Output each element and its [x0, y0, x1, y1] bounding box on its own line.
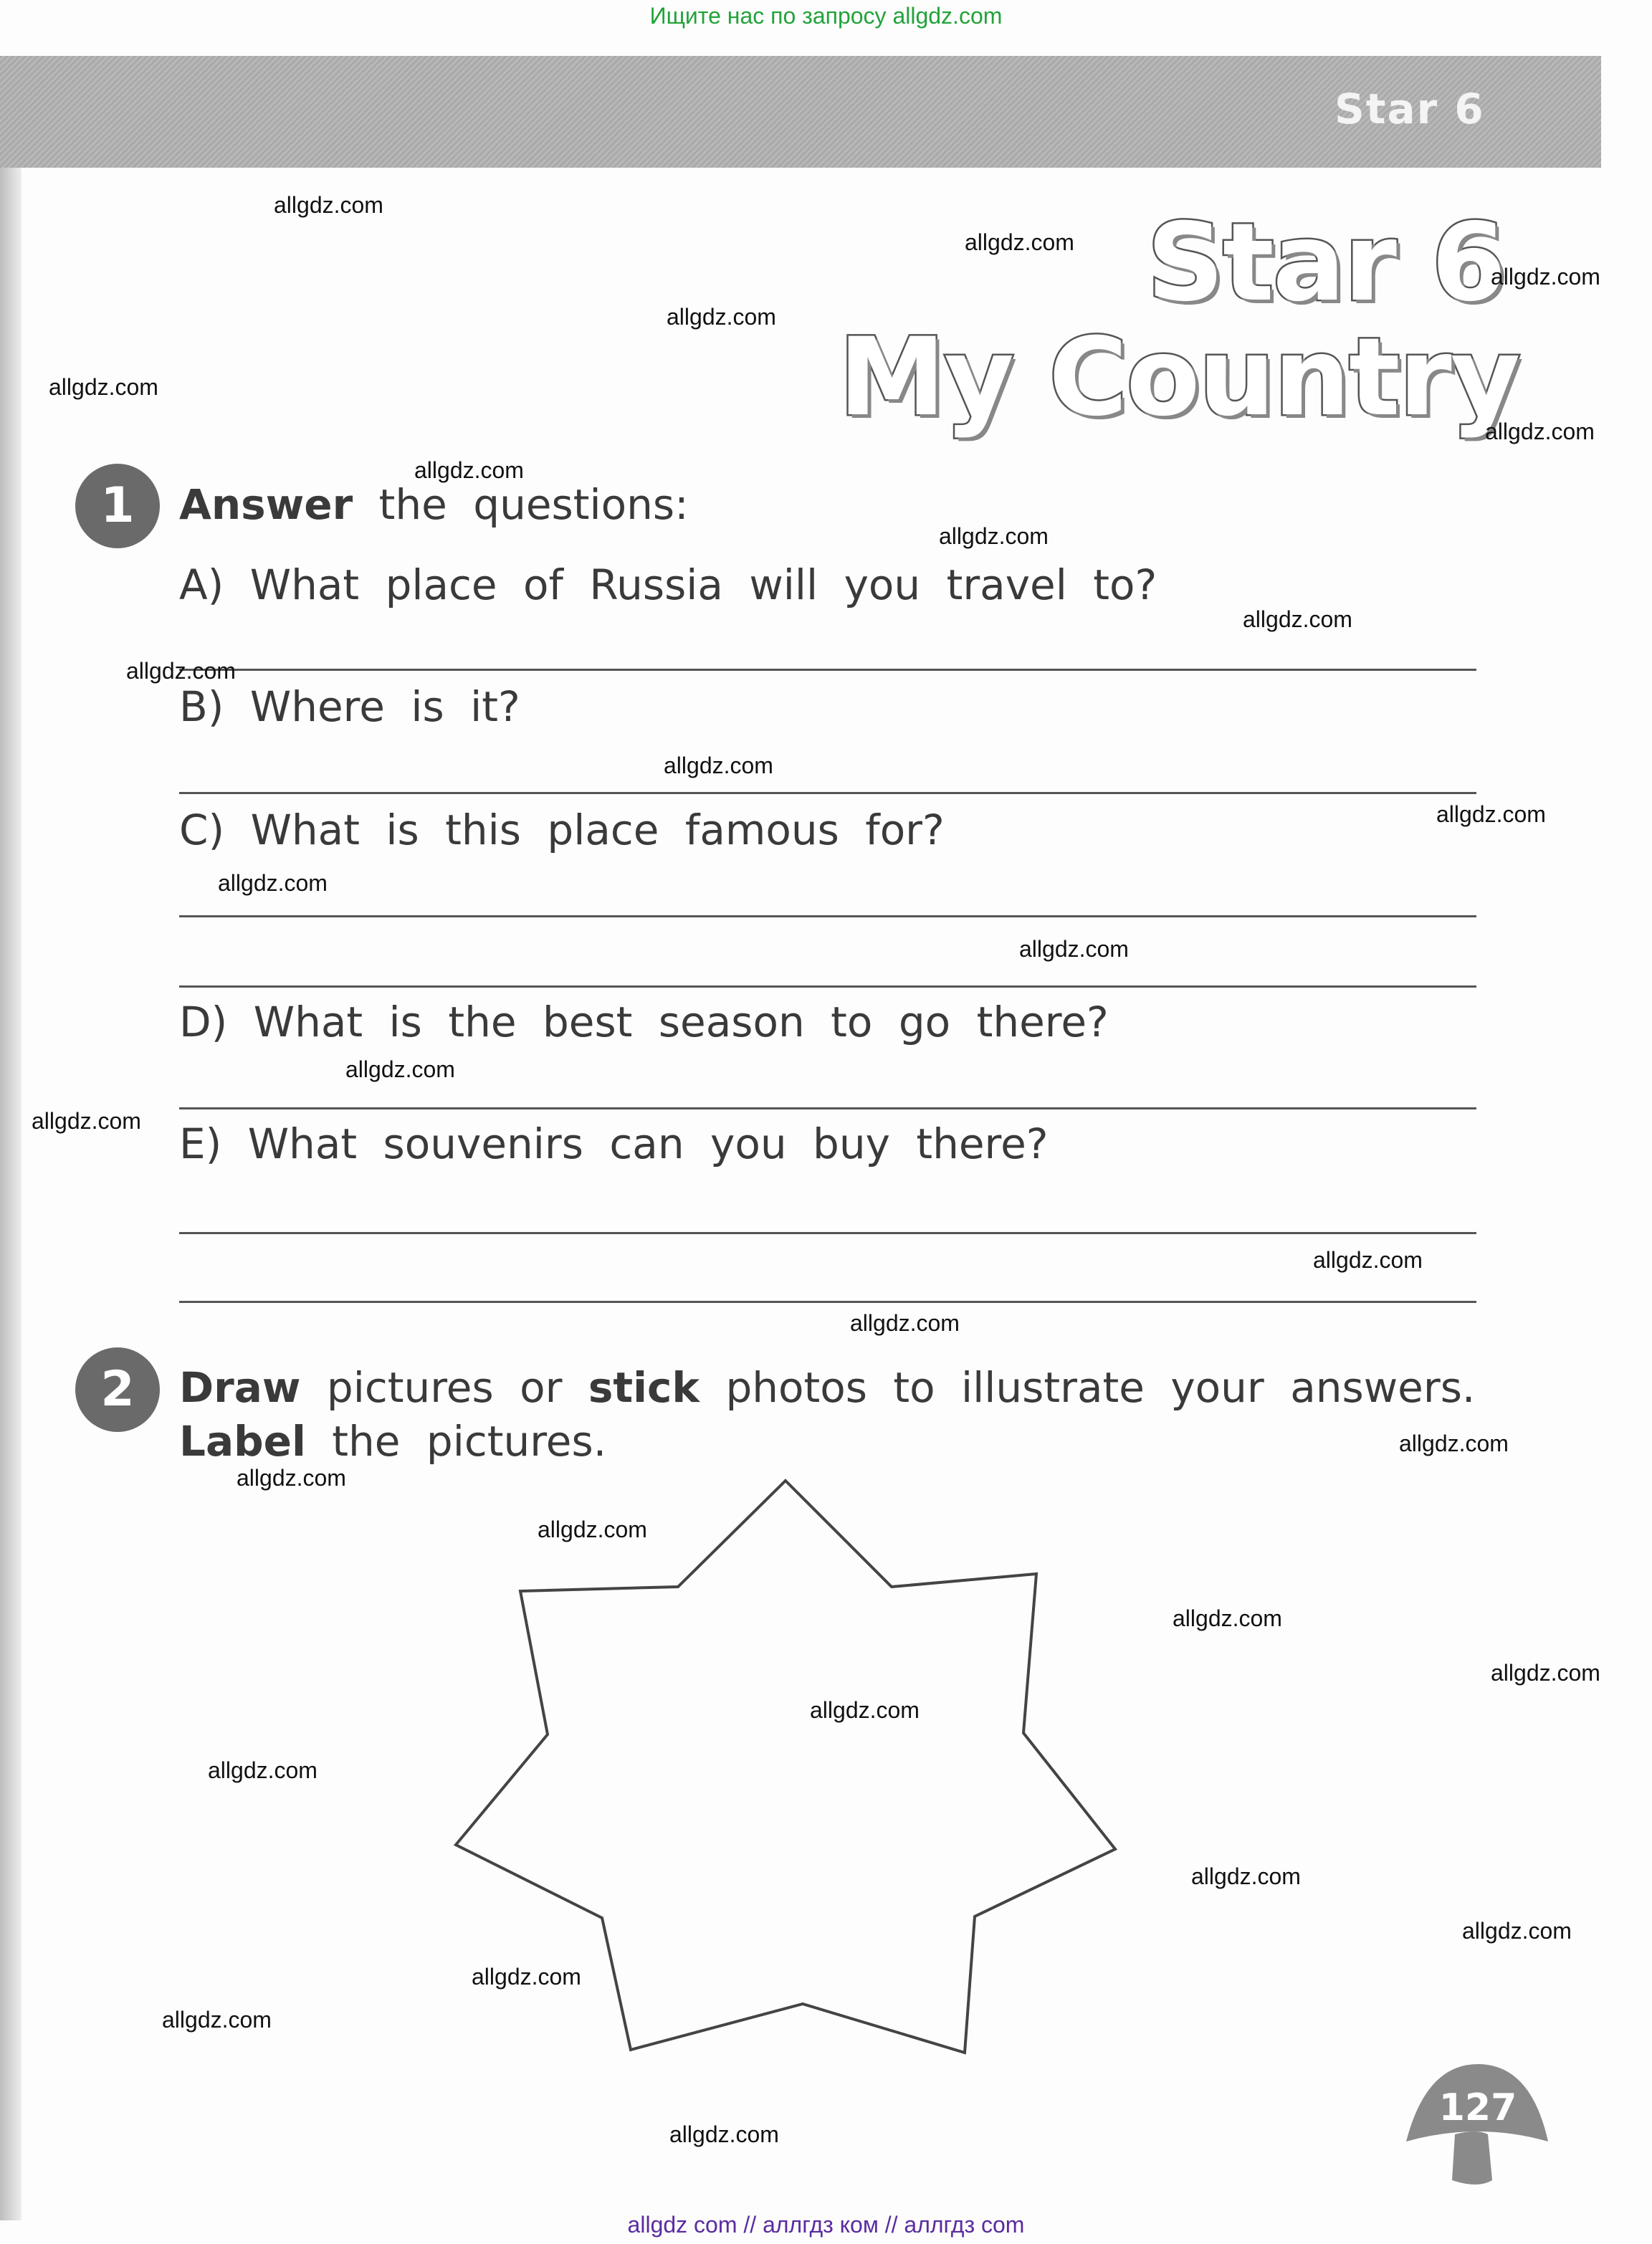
watermark: allgdz.com [669, 2121, 779, 2147]
watermark: allgdz.com [32, 1108, 141, 1134]
word-draw: Draw [179, 1363, 301, 1412]
word-label: Label [179, 1417, 306, 1466]
exercise-2-number: 2 [75, 1347, 160, 1432]
watermark: allgdz.com [1491, 1660, 1600, 1686]
question-c: C) What is this place famous for? [179, 806, 945, 854]
watermark: allgdz.com [1243, 606, 1352, 632]
instruction-bold: Answer [179, 480, 353, 529]
watermark: allgdz.com [414, 457, 524, 483]
watermark: allgdz.com [939, 523, 1049, 549]
footer-links[interactable]: allgdz com // аллгдз ком // аллгдз com [627, 2212, 1025, 2238]
watermark: allgdz.com [162, 2007, 272, 2033]
watermark: allgdz.com [126, 658, 236, 684]
watermark: allgdz.com [1191, 1863, 1301, 1889]
word-stick: stick [588, 1363, 700, 1412]
watermark: allgdz.com [965, 229, 1074, 255]
watermark: allgdz.com [1436, 801, 1546, 827]
question-e: E) What souvenirs can you buy there? [179, 1119, 1049, 1168]
watermark: allgdz.com [274, 192, 383, 218]
question-b: B) Where is it? [179, 682, 520, 731]
watermark: allgdz.com [237, 1465, 346, 1491]
watermark: allgdz.com [1485, 419, 1595, 444]
watermark: allgdz.com [810, 1697, 920, 1723]
header-band-title: Star 6 [1335, 85, 1485, 133]
watermark: allgdz.com [218, 870, 328, 896]
watermark: allgdz.com [1173, 1605, 1282, 1631]
text: photos to illustrate your answers. [725, 1363, 1476, 1412]
watermark: allgdz.com [1491, 264, 1600, 290]
watermark: allgdz.com [1462, 1918, 1572, 1944]
watermark: allgdz.com [472, 1964, 581, 1990]
watermark: allgdz.com [1019, 936, 1129, 962]
watermark: allgdz.com [345, 1056, 455, 1082]
question-d: D) What is the best season to go there? [179, 998, 1109, 1046]
text: pictures or [326, 1363, 563, 1412]
watermark: allgdz.com [667, 304, 776, 330]
watermark: allgdz.com [538, 1517, 647, 1542]
text: the pictures. [332, 1417, 607, 1466]
watermark: allgdz.com [208, 1757, 317, 1783]
top-note-link[interactable]: Ищите нас по запросу allgdz.com [649, 3, 1003, 29]
question-a: A) What place of Russia will you travel to? [179, 560, 1157, 609]
watermark: allgdz.com [850, 1310, 960, 1336]
title-star: Star 6 [1147, 201, 1505, 325]
page-number: 127 [1438, 2086, 1517, 2129]
instruction-rest: the questions: [378, 480, 689, 529]
watermark: allgdz.com [49, 374, 158, 400]
watermark: allgdz.com [1313, 1247, 1423, 1273]
watermark: allgdz.com [1399, 1431, 1509, 1456]
watermark: allgdz.com [664, 753, 773, 778]
title-my-country: My Country [839, 315, 1519, 440]
exercise-1-number: 1 [75, 464, 160, 548]
